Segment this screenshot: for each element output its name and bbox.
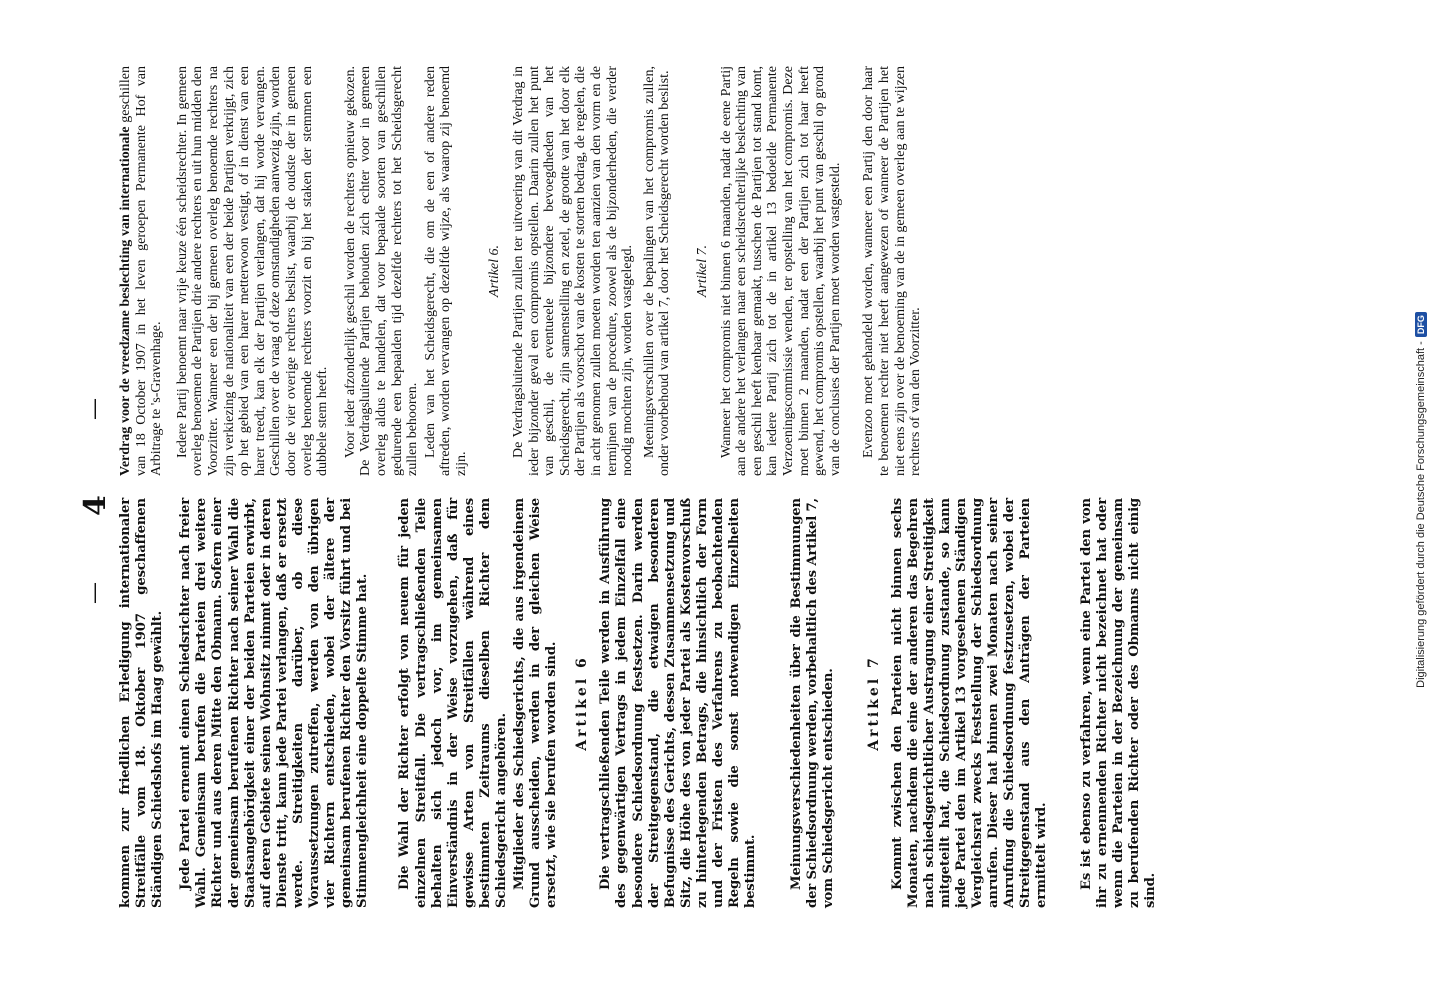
digitization-credit-text: Digitalisierung gefördert durch die Deutsche Forschungsgemeinschaft - <box>1415 341 1427 688</box>
page-header <box>78 0 113 1000</box>
page-number: 4 <box>78 495 113 516</box>
dutch-paragraph-8: Evenzoo moet gehandeld worden, wanneer een Partij den door haar te benoemen rechter niet heeft aangewezen of wanneer de Partijen het niet eens zijn over de benoeming van de in gemeen overleg aan te wijzen rechters of van den Voorzitter. <box>861 66 924 476</box>
dutch-paragraph-2: Iedere Partij benoemt naar vrije keuze één scheidsrechter. In gemeen overleg benoemen de Partijen drie andere rechters en uit hun midden den Voorzitter. Wanneer een der bij gemeen overleg benoemde rechters na zijn verkiezing de nationaliteit van een der beide Partijen verkrijgt, zich op het gebied van een harer metterwoon vestigt, of in dienst van een harer treedt, kan elk der Partijen verlangen, dat hij worde vervangen. Geschillen over de vraag of deze omstandigheden aanwezig zijn, worden door de vier overige rechters beslist, waarbij de oudste der in gemeen overleg benoemde rechters voorzit en bij het staken der stemmen een dubbele stem heeft. <box>174 66 331 476</box>
dutch-paragraph-5: De Verdragsluitende Partijen zullen ter uitvoering van dit Verdrag in ieder bijzonder geval een compromis opstellen. Daarin zullen het punt van geschil, de eventueele bijzondere bevoegdheden van het Scheidsgerecht, zijn samenstelling en zetel, de grootte van het door elk der Partijen als voorschot van de kosten te storten bedrag, de regelen, die in acht genomen zullen moeten worden ten aanzien van den vorm en de termijnen van de procedure, zoowel als de bijzonderheden, die verder noodig mochten zijn, worden vastgelegd. <box>511 66 636 476</box>
dutch-paragraph-1-rest: geschillen van 18 October 1907 in het leven geroepen Permanente Hof van Arbitrage te 's-Gravenhage. <box>118 66 165 476</box>
dutch-paragraph-1-bold: Verdrag voor de vreedzame beslechting van internationale <box>118 126 133 476</box>
german-column <box>118 498 1159 908</box>
dfg-logo: DFG <box>1415 312 1427 337</box>
dutch-column <box>118 66 924 476</box>
dutch-paragraph-1 <box>118 66 165 476</box>
german-paragraph-8: Es ist ebenso zu verfahren, wenn eine Partei den von ihr zu ernennenden Richter nicht bezeichnet hat oder wenn die Parteien in der Bezeichnung der gemeinsam zu berufenden Richter oder des Obmanns nicht einig sind. <box>1078 498 1158 908</box>
header-dash-left: — <box>82 582 107 604</box>
dutch-paragraph-6: Meeningsverschillen over de bepalingen van het compromis zullen, onder voorbehoud van artikel 7, door het Scheidsgerecht worden beslist. <box>641 66 673 476</box>
header-dash-right: — <box>82 398 107 420</box>
german-paragraph-1: kommen zur friedlichen Erledigung internationaler Streitfälle vom 18. Oktober 1907 geschaffenen Ständigen Schiedshofs im Haag gewählt. <box>118 498 166 908</box>
digitization-credit <box>1408 0 1434 1000</box>
dutch-article-7-heading: Artikel 7. <box>695 244 710 298</box>
german-paragraph-2: Jede Partei ernennt einen Schiedsrichter nach freier Wahl. Gemeinsam berufen die Parteien drei weitere Richter und aus deren Mitte den Obmann. Sofern einer der gemeinsam berufenen Richter nach seiner Wahl die Staatsangehörigkeit einer der beiden Parteien erwirbt, auf deren Gebiete seinen Wohnsitz nimmt oder in deren Dienste tritt, kann jede Partei verlangen, daß er ersetzt werde. Streitigkeiten darüber, ob diese Voraussetzungen zutreffen, werden von den übrigen vier Richtern entschieden, wobei der ältere der gemeinsam berufenen Richter den Vorsitz führt und bei Stimmengleichheit eine doppelte Stimme hat. <box>178 498 371 908</box>
dutch-paragraph-7: Wanneer het compromis niet binnen 6 maanden, nadat de eene Partij aan de andere het verlangen naar een scheidsrechterlijke beslechting van een geschil heeft kenbaar gemaakt, tusschen de Partijen tot stand komt, kan iedere Partij zich tot de in artikel 13 bedoelde Permanente Verzoeningscommissie wenden, ter opstelling van het compromis. Deze moet binnen 2 maanden, nadat een der Partijen zich tot haar heeft gewend, het compromis opstellen, waarbij het punt van geschil op grond van de conclusies der Partijen moet worden vastgesteld. <box>718 66 843 476</box>
german-paragraph-5: Die vertragschließenden Teile werden in Ausführung des gegenwärtigen Vertrags in jedem Einzelfall eine besondere Schiedsordnung festsetzen. Darin werden der Streitgegenstand, die etwaigen besonderen Befugnisse des Gerichts, dessen Zusammensetzung und Sitz, die Höhe des von jeder Partei als Kostenvorschuß zu hinterlegenden Betrags, die hinsichtlich der Form und der Fristen des Verfahrens zu beobachtenden Regeln sowie die sonst notwendigen Einzelheiten bestimmt. <box>598 498 759 908</box>
dutch-paragraph-3: Voor ieder afzonderlijk geschil worden de rechters opnieuw gekozen. De Verdragsluitende Partijen behouden zich echter voor in gemeen overleg aldus te handelen, dat voor bepaalde soorten van geschillen gedurende een bepaalden tijd dezelfde rechters tot het Scheidsgerecht zullen behooren. <box>342 66 421 476</box>
german-paragraph-3: Die Wahl der Richter erfolgt von neuem für jeden einzelnen Streitfall. Die vertragschließenden Teile behalten sich jedoch vor, im gemeinsamen Einverständnis in der Weise vorzugehen, daß für gewisse Arten von Streitfällen während eines bestimmten Zeitraums dieselben Richter dem Schiedsgericht angehören. <box>397 498 509 908</box>
dutch-paragraph-4: Leden van het Scheidsgerecht, die om de een of andere reden aftreden, worden vervangen op dezelfde wijze, als waarop zij benoemd zijn. <box>422 66 469 476</box>
german-article-7-heading: Artikel 7 <box>865 655 882 751</box>
digitization-credit-sidebar <box>1404 0 1430 1000</box>
german-article-6-heading: Artikel 6 <box>574 655 591 751</box>
german-paragraph-4: Mitglieder des Schiedsgerichts, die aus irgendeinem Grund ausscheiden, werden in der gleichen Weise ersetzt, wie sie berufen worden sind. <box>512 498 560 908</box>
german-paragraph-7: Kommt zwischen den Parteien nicht binnen sechs Monaten, nachdem die eine der anderen das Begehren nach schiedsgerichtlicher Austragung einer Streitigkeit mitgeteilt hat, die Schiedsordnung zustande, so kann jede Partei den im Artikel 13 vorgesehenen Ständigen Vergleichsrat zwecks Feststellung der Schiedsordnung anrufen. Dieser hat binnen zwei Monaten nach seiner Anrufung die Schiedsordnung festzusetzen, wobei der Streitgegenstand aus den Anträgen der Parteien ermittelt wird. <box>889 498 1050 908</box>
dutch-article-6-heading: Artikel 6. <box>487 244 503 298</box>
german-paragraph-6: Meinungsverschiedenheiten über die Bestimmungen der Schiedsordnung werden, vorbehaltlich des Artikel 7, vom Schiedsgericht entschieden. <box>789 498 837 908</box>
